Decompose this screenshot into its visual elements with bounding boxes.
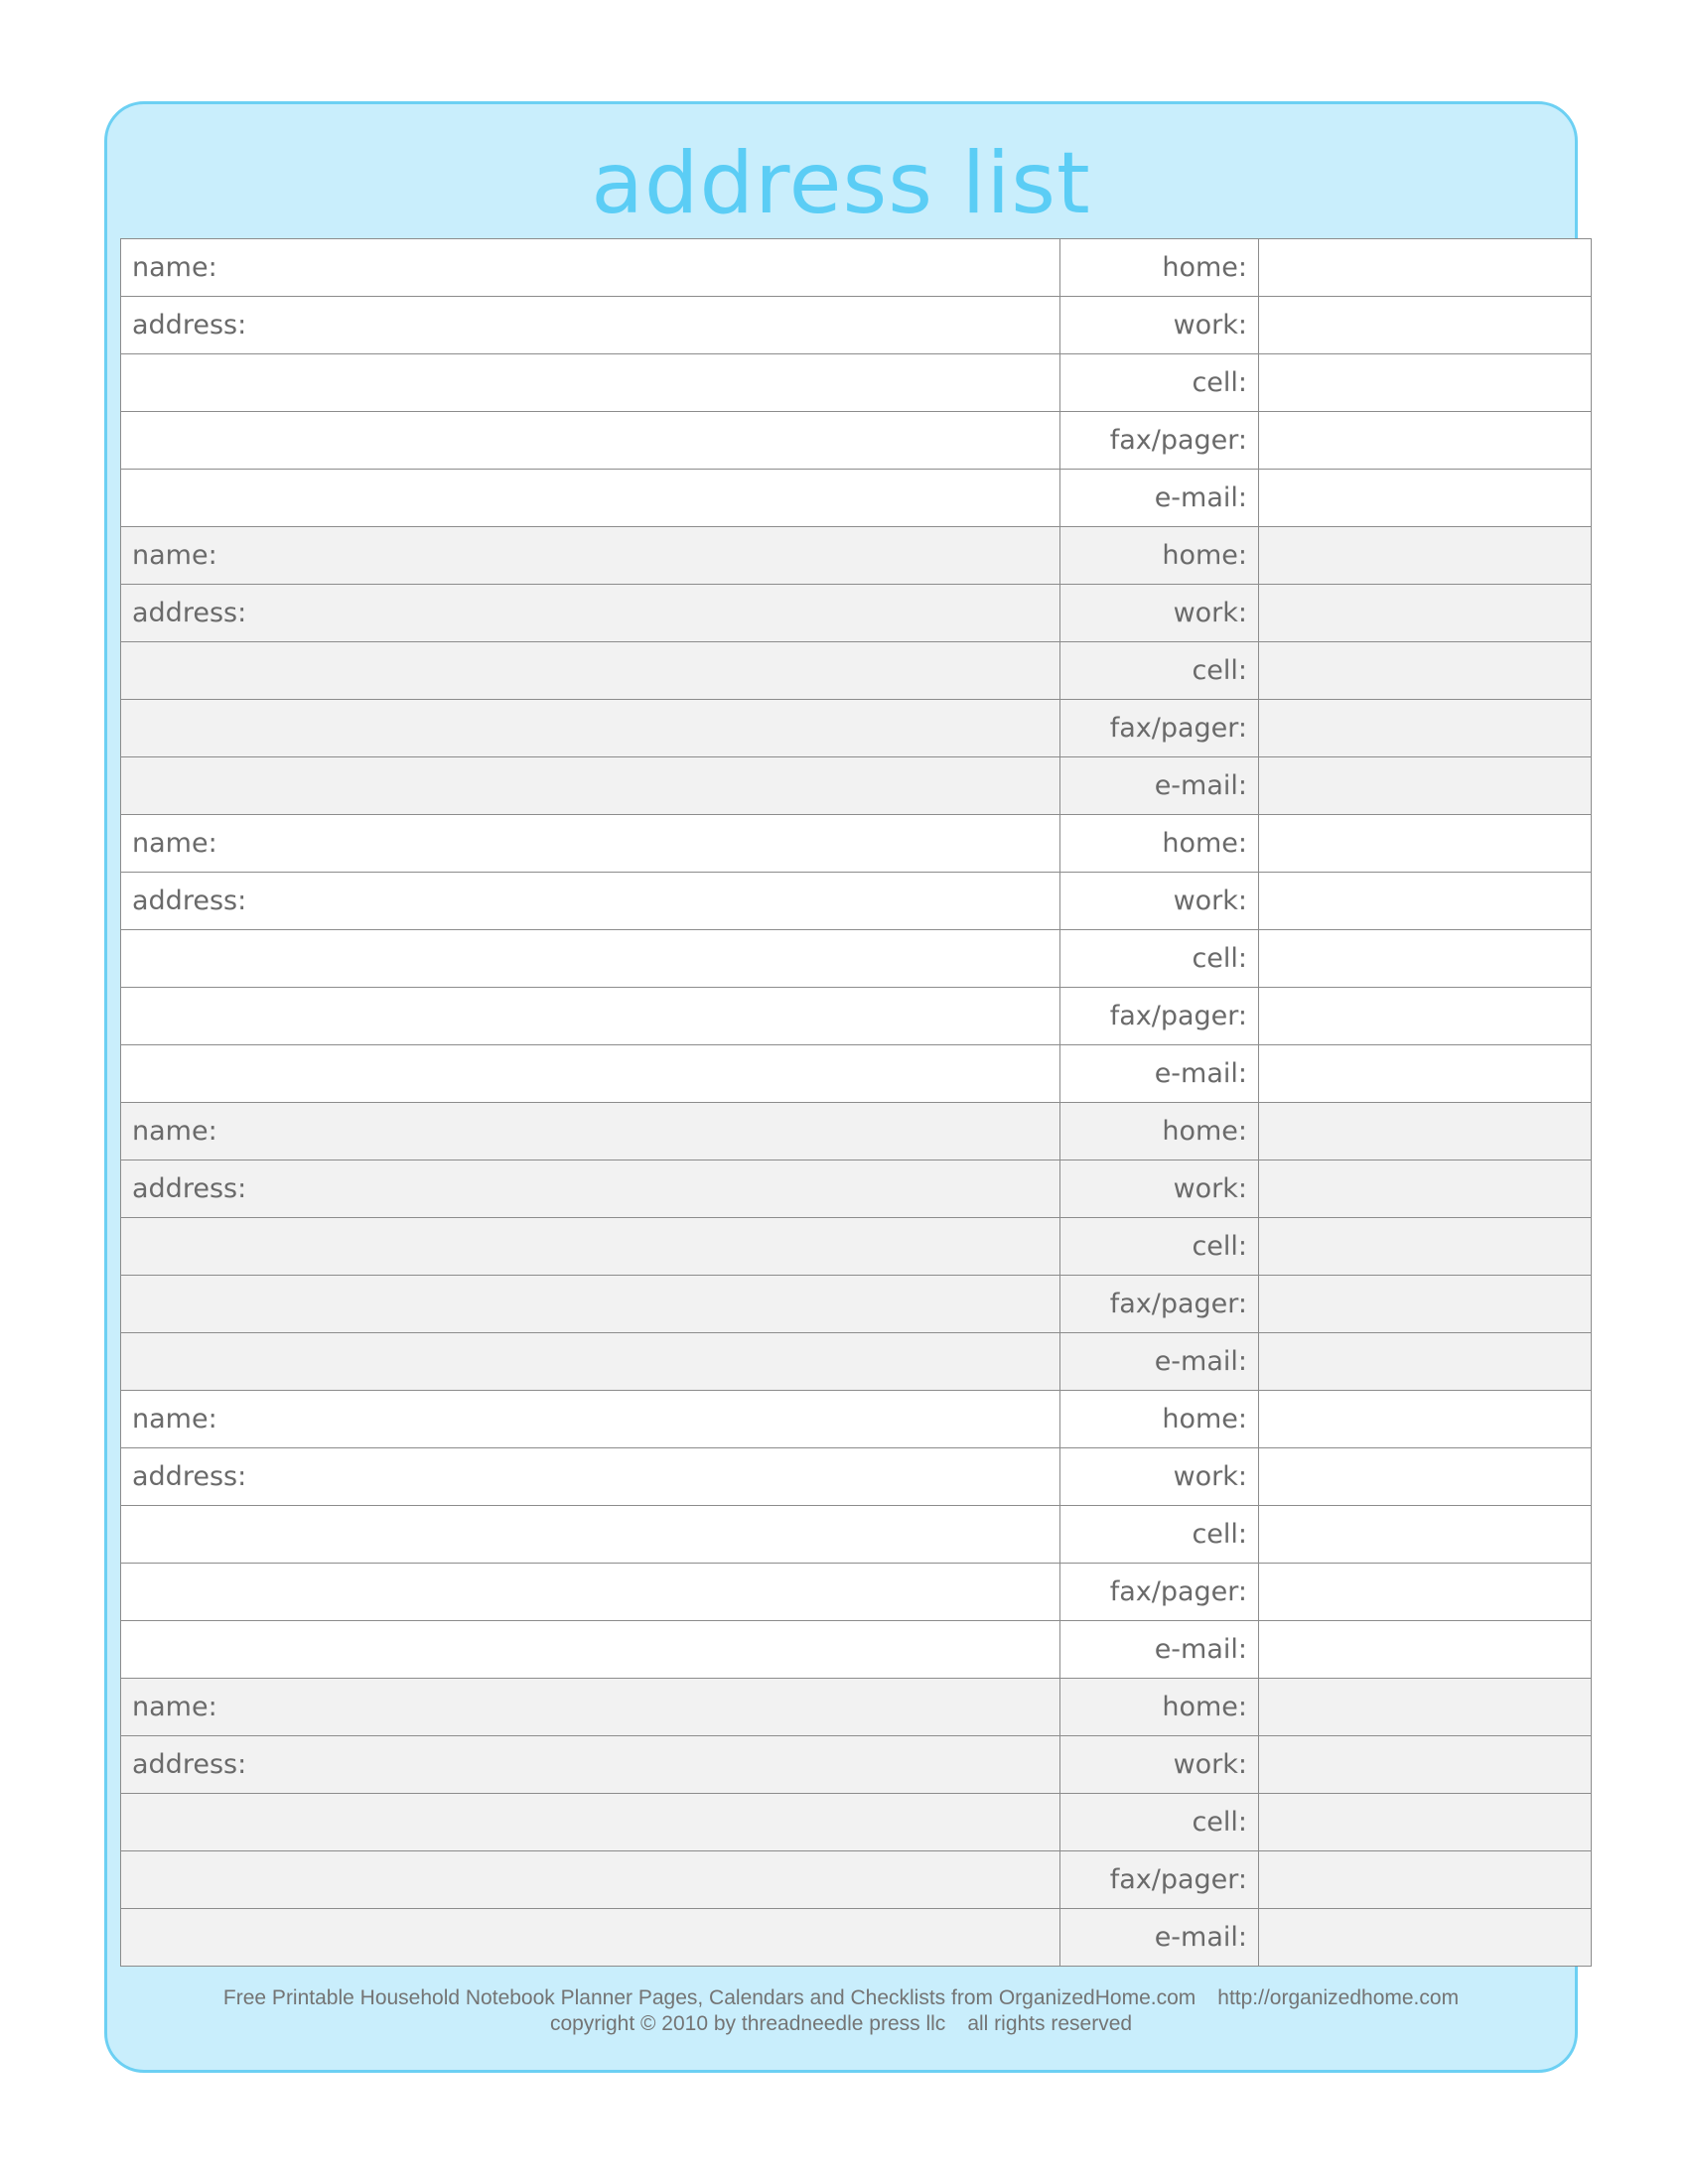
address-continuation-field[interactable] (121, 1045, 1060, 1103)
phone-label: home: (1060, 239, 1259, 297)
address-continuation-field[interactable] (121, 1909, 1060, 1967)
phone-label: cell: (1060, 642, 1259, 700)
phone-label: fax/pager: (1060, 988, 1259, 1045)
table-row (121, 1794, 1592, 1851)
footer-copyright: copyright © 2010 by threadneedle press llc (549, 2012, 946, 2035)
table-row (121, 1276, 1592, 1333)
contact-value-field[interactable] (1259, 757, 1592, 815)
footer-line-1 (107, 1985, 1575, 2011)
footer-url-link[interactable]: http://organizedhome.com (1217, 1986, 1460, 2009)
table-row (121, 1564, 1592, 1621)
phone-label: e-mail: (1060, 1333, 1259, 1391)
table-row (121, 700, 1592, 757)
contact-value-field[interactable] (1259, 239, 1592, 297)
phone-label: cell: (1060, 354, 1259, 412)
contact-value-field[interactable] (1259, 1103, 1592, 1160)
contact-value-field[interactable] (1259, 1736, 1592, 1794)
footer-credit: Free Printable Household Notebook Planner Pages, Calendars and Checklists from OrganizedHome.com (222, 1986, 1196, 2009)
address-continuation-field[interactable] (121, 700, 1060, 757)
address-field[interactable]: address: (121, 1736, 1060, 1794)
contact-value-field[interactable] (1259, 1851, 1592, 1909)
table-row (121, 527, 1592, 585)
footer (107, 1985, 1575, 2037)
address-continuation-field[interactable] (121, 642, 1060, 700)
table-row (121, 297, 1592, 354)
name-field[interactable]: name: (121, 1391, 1060, 1448)
address-continuation-field[interactable] (121, 354, 1060, 412)
name-field[interactable]: name: (121, 1679, 1060, 1736)
table-row (121, 1045, 1592, 1103)
phone-label: work: (1060, 1160, 1259, 1218)
contact-value-field[interactable] (1259, 1276, 1592, 1333)
address-continuation-field[interactable] (121, 1276, 1060, 1333)
contact-value-field[interactable] (1259, 297, 1592, 354)
address-continuation-field[interactable] (121, 930, 1060, 988)
table-row (121, 1391, 1592, 1448)
table-row (121, 1679, 1592, 1736)
address-continuation-field[interactable] (121, 470, 1060, 527)
phone-label: cell: (1060, 1218, 1259, 1276)
address-continuation-field[interactable] (121, 1621, 1060, 1679)
table-row (121, 988, 1592, 1045)
contact-value-field[interactable] (1259, 354, 1592, 412)
phone-label: e-mail: (1060, 1909, 1259, 1967)
contact-value-field[interactable] (1259, 1391, 1592, 1448)
phone-label: work: (1060, 585, 1259, 642)
address-continuation-field[interactable] (121, 1794, 1060, 1851)
address-continuation-field[interactable] (121, 757, 1060, 815)
address-continuation-field[interactable] (121, 1333, 1060, 1391)
table-row (121, 642, 1592, 700)
address-continuation-field[interactable] (121, 1564, 1060, 1621)
phone-label: home: (1060, 527, 1259, 585)
contact-value-field[interactable] (1259, 1621, 1592, 1679)
contact-value-field[interactable] (1259, 1679, 1592, 1736)
phone-label: work: (1060, 873, 1259, 930)
phone-label: fax/pager: (1060, 1564, 1259, 1621)
phone-label: e-mail: (1060, 1621, 1259, 1679)
phone-label: fax/pager: (1060, 700, 1259, 757)
contact-value-field[interactable] (1259, 873, 1592, 930)
phone-label: e-mail: (1060, 1045, 1259, 1103)
page-title: address list (591, 134, 1091, 233)
contact-value-field[interactable] (1259, 470, 1592, 527)
table-row (121, 930, 1592, 988)
table-row (121, 585, 1592, 642)
phone-label: work: (1060, 1736, 1259, 1794)
contact-value-field[interactable] (1259, 1909, 1592, 1967)
contact-value-field[interactable] (1259, 930, 1592, 988)
table-row (121, 873, 1592, 930)
phone-label: fax/pager: (1060, 1851, 1259, 1909)
contact-value-field[interactable] (1259, 1218, 1592, 1276)
address-continuation-field[interactable] (121, 1851, 1060, 1909)
name-field[interactable]: name: (121, 527, 1060, 585)
phone-label: home: (1060, 815, 1259, 873)
contact-value-field[interactable] (1259, 1564, 1592, 1621)
footer-line-2 (107, 2011, 1575, 2037)
table-row (121, 354, 1592, 412)
contact-value-field[interactable] (1259, 1333, 1592, 1391)
address-field[interactable]: address: (121, 1448, 1060, 1506)
contact-value-field[interactable] (1259, 412, 1592, 470)
phone-label: fax/pager: (1060, 412, 1259, 470)
table-row (121, 1103, 1592, 1160)
contact-value-field[interactable] (1259, 700, 1592, 757)
address-list-frame (104, 101, 1578, 2073)
address-continuation-field[interactable] (121, 412, 1060, 470)
name-field[interactable]: name: (121, 815, 1060, 873)
contact-value-field[interactable] (1259, 1506, 1592, 1564)
table-row (121, 1506, 1592, 1564)
table-row (121, 815, 1592, 873)
phone-label: home: (1060, 1679, 1259, 1736)
table-row (121, 239, 1592, 297)
phone-label: e-mail: (1060, 470, 1259, 527)
table-row (121, 757, 1592, 815)
address-table (120, 238, 1592, 1967)
contact-value-field[interactable] (1259, 1045, 1592, 1103)
phone-label: home: (1060, 1103, 1259, 1160)
table-row (121, 1851, 1592, 1909)
phone-label: cell: (1060, 1794, 1259, 1851)
address-field[interactable]: address: (121, 585, 1060, 642)
contact-value-field[interactable] (1259, 642, 1592, 700)
table-row (121, 1621, 1592, 1679)
table-row (121, 1333, 1592, 1391)
address-field[interactable]: address: (121, 1160, 1060, 1218)
footer-rights: all rights reserved (967, 2012, 1133, 2035)
contact-value-field[interactable] (1259, 1794, 1592, 1851)
phone-label: fax/pager: (1060, 1276, 1259, 1333)
phone-label: home: (1060, 1391, 1259, 1448)
name-field[interactable]: name: (121, 239, 1060, 297)
contact-value-field[interactable] (1259, 1448, 1592, 1506)
contact-value-field[interactable] (1259, 1160, 1592, 1218)
table-row (121, 1160, 1592, 1218)
phone-label: work: (1060, 1448, 1259, 1506)
table-row (121, 412, 1592, 470)
address-continuation-field[interactable] (121, 988, 1060, 1045)
phone-label: work: (1060, 297, 1259, 354)
address-continuation-field[interactable] (121, 1218, 1060, 1276)
table-row (121, 1218, 1592, 1276)
contact-value-field[interactable] (1259, 527, 1592, 585)
phone-label: cell: (1060, 930, 1259, 988)
contact-value-field[interactable] (1259, 815, 1592, 873)
address-field[interactable]: address: (121, 873, 1060, 930)
address-field[interactable]: address: (121, 297, 1060, 354)
table-row (121, 1448, 1592, 1506)
contact-value-field[interactable] (1259, 585, 1592, 642)
phone-label: e-mail: (1060, 757, 1259, 815)
table-row (121, 470, 1592, 527)
name-field[interactable]: name: (121, 1103, 1060, 1160)
address-continuation-field[interactable] (121, 1506, 1060, 1564)
contact-value-field[interactable] (1259, 988, 1592, 1045)
phone-label: cell: (1060, 1506, 1259, 1564)
table-row (121, 1736, 1592, 1794)
table-row (121, 1909, 1592, 1967)
